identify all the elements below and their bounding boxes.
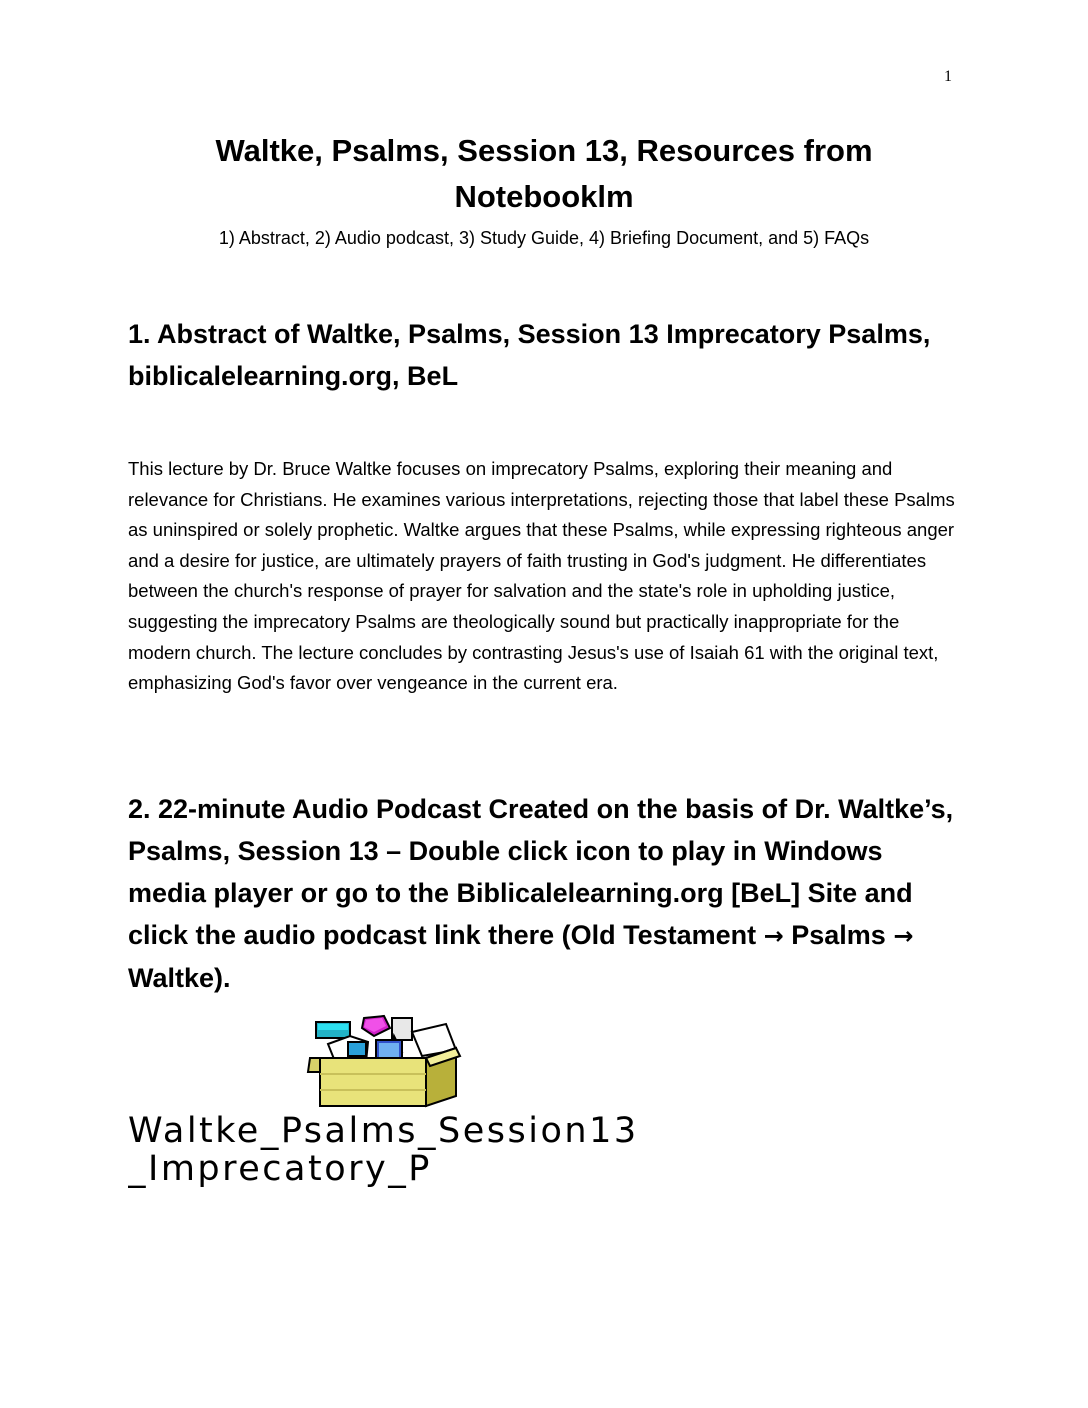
abstract-heading: 1. Abstract of Waltke, Psalms, Session 13 Imprecatory Psalms, biblicalelearning.org, BeL (128, 319, 931, 391)
document-subtitle: 1) Abstract, 2) Audio podcast, 3) Study Guide, 4) Briefing Document, and 5) FAQs (218, 228, 870, 248)
podcast-heading-text: Waltke). (128, 963, 231, 993)
podcast-heading-text: Psalms (783, 920, 894, 950)
document-title: Waltke, Psalms, Session 13, Resources from Notebooklm (215, 133, 873, 214)
podcast-heading-text: 2. 22-minute Audio Podcast Created on the basis of Dr. Waltke’s, Psalms, Session 13 – Double click icon to play in Windows media player or go to the Biblicalelearning.org [BeL] Site and click the audio podcast link there (Old Testament (128, 794, 954, 950)
page-number: 1 (944, 68, 952, 85)
abstract-body: This lecture by Dr. Bruce Waltke focuses on imprecatory Psalms, exploring their meaning and relevance for Christians. He examines various interpretations, rejecting those that label these Psalms as uninspired or solely prophetic. Waltke argues that these Psalms, while expressing righteous anger and a desire for justice, are ultimately prayers of faith trusting in God's judgment. He differentiates between the church's response of prayer for salvation and the state's role in upholding justice, suggesting the imprecatory Psalms are theologically sound but practically inappropriate for the modern church. The lecture concludes by contrasting Jesus's use of Isaiah 61 with the original text, emphasizing God's favor over vengeance in the current era. (128, 458, 955, 694)
podcast-heading (128, 788, 958, 999)
podcast-file-link[interactable]: Waltke_Psalms_Session13_Imprecatory_P (128, 1112, 639, 1189)
arrow-right-icon: → (763, 922, 784, 950)
package-icon[interactable] (306, 1014, 466, 1110)
arrow-right-icon: → (893, 922, 914, 950)
